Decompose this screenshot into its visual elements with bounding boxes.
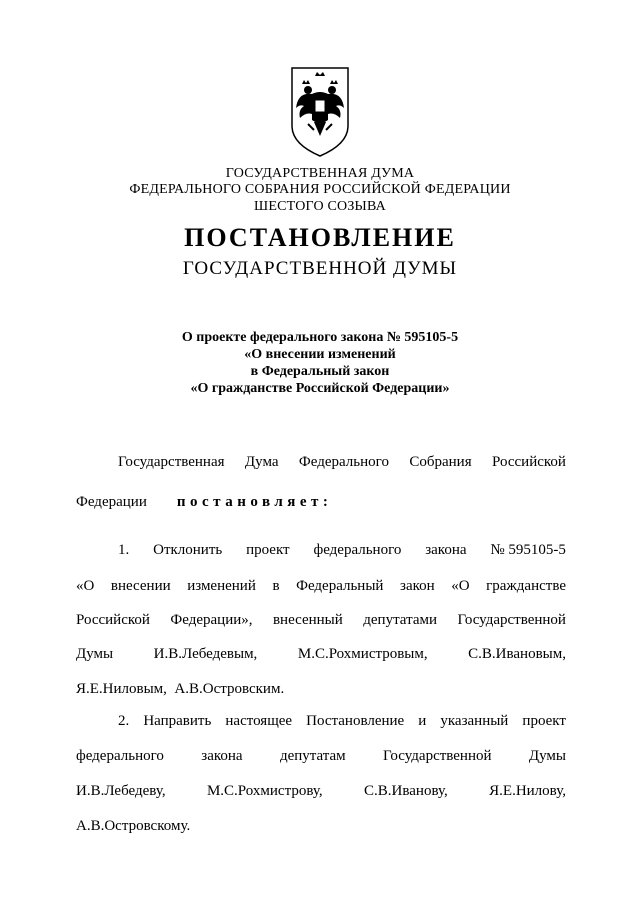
item2-word: указанный <box>440 713 509 729</box>
document-title: ПОСТАНОВЛЕНИЕ <box>184 223 456 252</box>
item1-word: С.В.Ивановым, <box>468 646 566 662</box>
preamble-word: Государственная <box>118 454 225 470</box>
preamble-line-2 <box>76 494 566 511</box>
item2-word: М.С.Рохмистрову, <box>206 783 323 799</box>
item2-word: депутатам <box>279 748 346 764</box>
item2-word: 2. <box>118 713 130 729</box>
item1-word: Российской <box>76 612 150 628</box>
preamble-word: Федерального <box>298 454 389 470</box>
item2-word: Думы <box>528 748 566 764</box>
item1-word: изменений <box>187 578 256 594</box>
item2-word: И.В.Лебедеву, <box>76 783 166 799</box>
item1-word: депутатами <box>363 612 437 628</box>
item2-word: закона <box>201 748 243 764</box>
item1-line-1 <box>118 542 566 559</box>
header-line-3: ШЕСТОГО СОЗЫВА <box>254 199 386 214</box>
item1-word: М.С.Рохмистровым, <box>297 646 428 662</box>
preamble-word: Собрания <box>409 454 472 470</box>
item1-word: «О <box>76 578 95 594</box>
preamble-word: Федерации <box>76 494 147 510</box>
item1-line-5: Я.Е.Ниловым, А.В.Островским. <box>76 681 285 697</box>
subject-line-3: в Федеральный закон <box>250 364 390 379</box>
item1-word: внесении <box>110 578 171 594</box>
item2-word: Направить <box>143 713 212 729</box>
item1-line-4 <box>76 646 566 663</box>
item1-line-2 <box>76 578 566 595</box>
preamble-word: Дума <box>244 454 279 470</box>
item1-word: № 595105-5 <box>490 542 566 558</box>
item1-line-3 <box>76 612 566 629</box>
item2-word: С.В.Иванову, <box>364 783 448 799</box>
item2-word: Государственной <box>383 748 492 764</box>
item1-word: «О <box>451 578 470 594</box>
item1-word: внесенный <box>272 612 343 628</box>
item1-word: Думы <box>76 646 114 662</box>
item1-word: Отклонить <box>153 542 223 558</box>
item1-word: в <box>272 578 280 594</box>
item2-word: Постановление <box>306 713 405 729</box>
item2-line-2 <box>76 748 566 765</box>
item1-word: федерального <box>313 542 402 558</box>
preamble-word: Российской <box>492 454 566 470</box>
item1-word: 1. <box>118 542 130 558</box>
subject-line-1: О проекте федерального закона № 595105-5 <box>181 330 459 345</box>
item2-word: проект <box>522 713 566 729</box>
item2-line-1 <box>118 713 566 730</box>
item2-line-3 <box>76 783 566 800</box>
item2-word: Я.Е.Нилову, <box>489 783 566 799</box>
item1-word: Федеральный <box>296 578 384 594</box>
item2-line-4: А.В.Островскому. <box>76 818 191 834</box>
item1-word: закона <box>425 542 467 558</box>
preamble-line-1 <box>118 454 566 471</box>
subject-line-4: «О гражданстве Российской Федерации» <box>190 381 450 396</box>
item1-word: закон <box>400 578 435 594</box>
item1-word: проект <box>246 542 290 558</box>
item1-word: гражданстве <box>486 578 566 594</box>
item1-word: Федерации», <box>170 612 253 628</box>
item2-word: федерального <box>76 748 164 764</box>
header-line-1: ГОСУДАРСТВЕННАЯ ДУМА <box>225 166 415 181</box>
item2-word: настоящее <box>225 713 293 729</box>
decree-word: постановляет: <box>176 494 333 510</box>
item2-word: и <box>418 713 427 729</box>
coat-of-arms-icon <box>288 64 352 160</box>
item1-word: Государственной <box>457 612 566 628</box>
item1-word: И.В.Лебедевым, <box>153 646 258 662</box>
subject-line-2: «О внесении изменений <box>244 347 396 362</box>
document-subtitle: ГОСУДАРСТВЕННОЙ ДУМЫ <box>182 258 458 279</box>
header-line-2: ФЕДЕРАЛЬНОГО СОБРАНИЯ РОССИЙСКОЙ ФЕДЕРАЦИИ <box>129 182 511 197</box>
